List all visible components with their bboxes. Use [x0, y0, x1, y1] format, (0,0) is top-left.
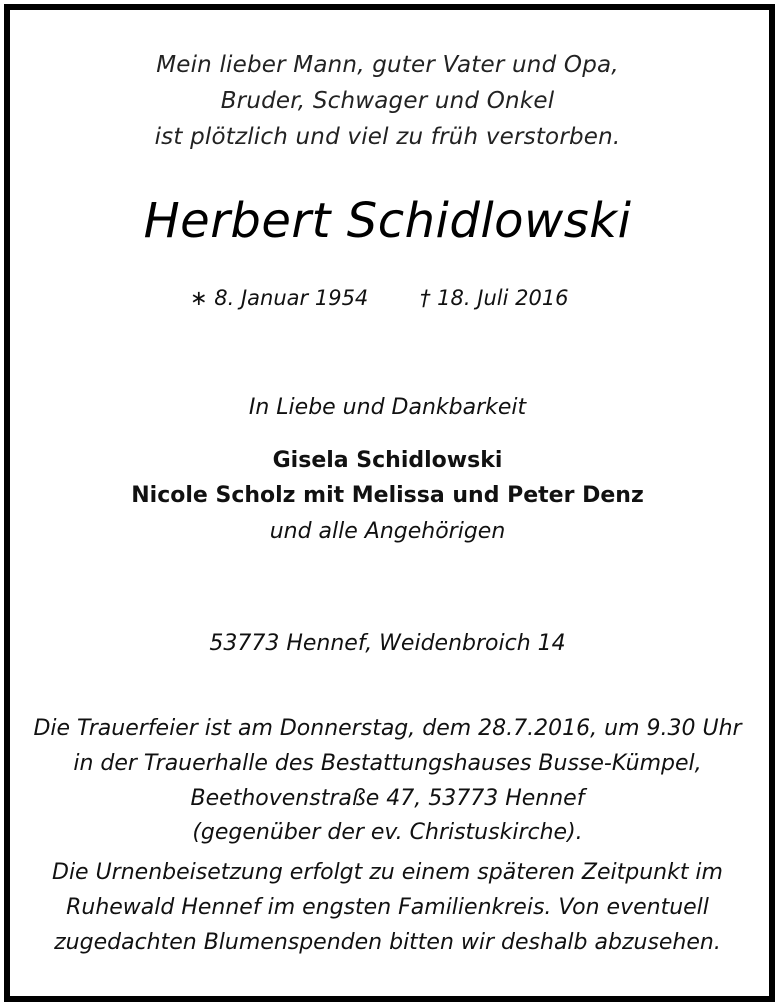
death-date: † 18. Juli 2016: [420, 286, 569, 310]
service-line-7: zugedachten Blumenspenden bitten wir deshalb abzusehen.: [54, 930, 721, 955]
family-member-2: Nicole Scholz mit Melissa und Peter Denz: [131, 483, 644, 508]
thanks-line: In Liebe und Dankbarkeit: [248, 395, 527, 420]
service-line-4: (gegenüber der ev. Christuskirche).: [192, 820, 583, 845]
life-dates: [0, 286, 775, 316]
family-member-1: Gisela Schidlowski: [272, 448, 503, 473]
intro-line-2: Bruder, Schwager und Onkel: [220, 88, 555, 114]
service-line-2: in der Trauerhalle des Bestattungshauses Busse-Kümpel,: [73, 751, 702, 776]
intro-line-1: Mein lieber Mann, guter Vater und Opa,: [156, 52, 619, 78]
address: 53773 Hennef, Weidenbroich 14: [209, 631, 566, 656]
birth-date: ∗ 8. Januar 1954: [190, 286, 369, 310]
service-line-5: Die Urnenbeisetzung erfolgt zu einem späteren Zeitpunkt im: [52, 860, 723, 885]
deceased-name: Herbert Schidlowski: [143, 193, 632, 249]
service-line-1: Die Trauerfeier ist am Donnerstag, dem 28.7.2016, um 9.30 Uhr: [33, 716, 742, 741]
service-line-3: Beethovenstraße 47, 53773 Hennef: [190, 786, 585, 811]
service-line-6: Ruhewald Hennef im engsten Familienkreis. Von eventuell: [66, 895, 709, 920]
relatives-line: und alle Angehörigen: [269, 519, 506, 544]
intro-line-3: ist plötzlich und viel zu früh verstorben.: [154, 124, 621, 150]
